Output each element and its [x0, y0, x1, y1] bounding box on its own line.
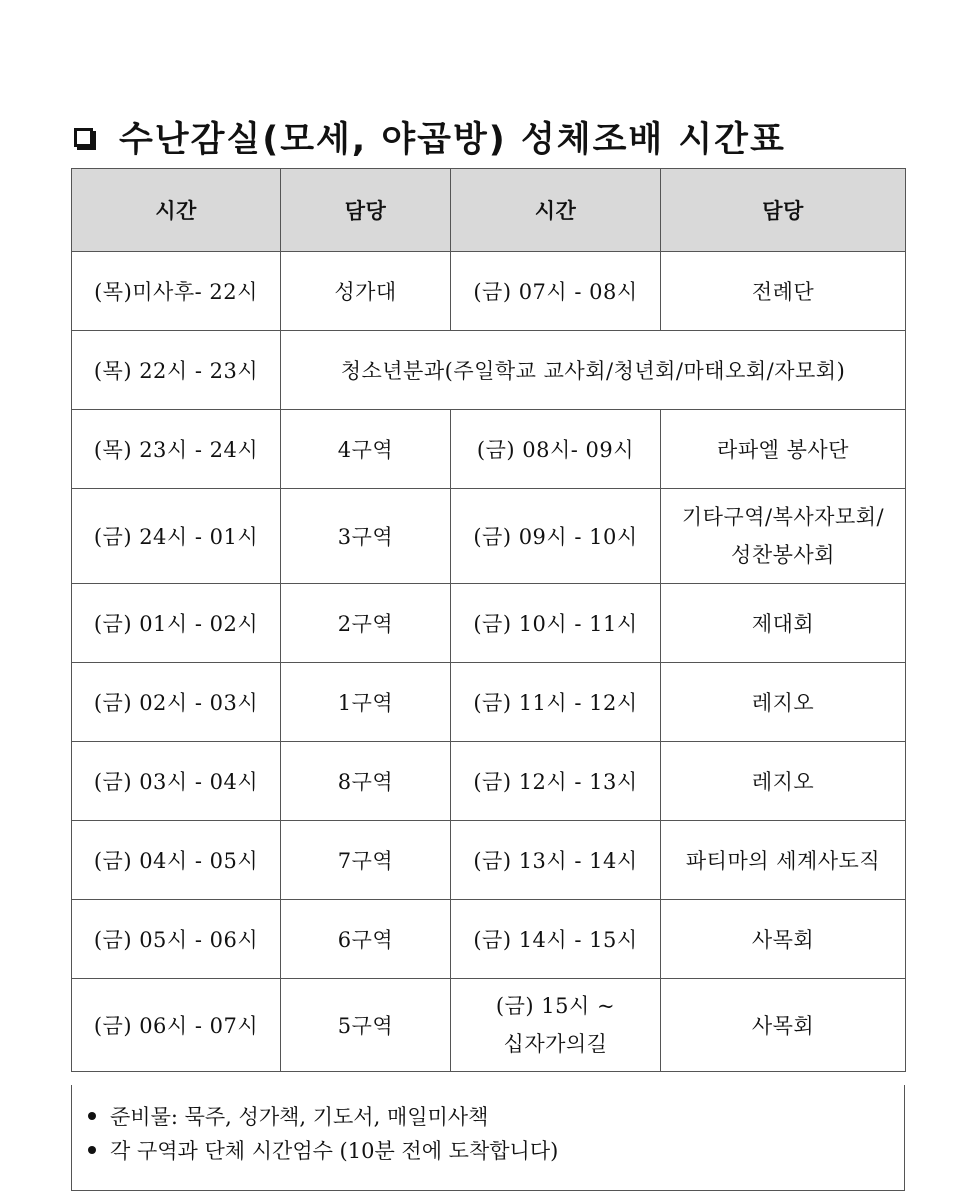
- dept-line: 기타구역/복사자모회/: [681, 505, 885, 529]
- dept-cell: 라파엘 봉사단: [661, 410, 906, 489]
- note-text: 각 구역과 단체 시간엄수 (10분 전에 도착합니다): [110, 1139, 559, 1163]
- dept-cell: 레지오: [661, 663, 906, 742]
- header-row: [72, 169, 906, 252]
- table-row: [72, 742, 906, 821]
- time-cell: (금) 14시 - 15시: [451, 900, 661, 979]
- time-cell: (목) 22시 - 23시: [72, 331, 281, 410]
- bullet-icon: [88, 1112, 96, 1120]
- time-cell: (금) 07시 - 08시: [451, 252, 661, 331]
- note-item: [72, 1133, 904, 1167]
- dept-cell: 파티마의 세계사도직: [661, 821, 906, 900]
- table-row: [72, 979, 906, 1072]
- table-row: [72, 410, 906, 489]
- notes-box: [71, 1085, 905, 1191]
- time-cell: (금) 09시 - 10시: [451, 489, 661, 584]
- time-cell: (목)미사후- 22시: [72, 252, 281, 331]
- header-dept-2: 담당: [661, 169, 906, 252]
- dept-cell: 4구역: [281, 410, 451, 489]
- page-title: [74, 112, 786, 162]
- time-line: (금) 15시 ~: [495, 994, 616, 1018]
- table-row: [72, 489, 906, 584]
- dept-cell: 사목회: [661, 900, 906, 979]
- bullet-icon: [88, 1146, 96, 1154]
- span-dept-cell: 청소년분과(주일학교 교사회/청년회/마태오회/자모회): [281, 331, 906, 410]
- time-cell: [451, 979, 661, 1072]
- time-cell: (금) 03시 - 04시: [72, 742, 281, 821]
- title-text: 수난감실(모세, 야곱방) 성체조배 시간표: [119, 120, 786, 160]
- dept-cell: 5구역: [281, 979, 451, 1072]
- dept-cell: 성가대: [281, 252, 451, 331]
- table-row: [72, 663, 906, 742]
- header-time-1: 시간: [72, 169, 281, 252]
- dept-line: 성찬봉사회: [731, 543, 835, 567]
- header-time-2: 시간: [451, 169, 661, 252]
- table-row: [72, 900, 906, 979]
- schedule-table: [71, 168, 906, 1072]
- time-cell: (금) 13시 - 14시: [451, 821, 661, 900]
- time-cell: (금) 10시 - 11시: [451, 584, 661, 663]
- header-dept-1: 담당: [281, 169, 451, 252]
- time-cell: (금) 24시 - 01시: [72, 489, 281, 584]
- dept-cell: 7구역: [281, 821, 451, 900]
- dept-cell: 2구역: [281, 584, 451, 663]
- time-cell: (금) 11시 - 12시: [451, 663, 661, 742]
- time-cell: (금) 01시 - 02시: [72, 584, 281, 663]
- time-cell: (금) 04시 - 05시: [72, 821, 281, 900]
- table-row: [72, 584, 906, 663]
- table-row: [72, 821, 906, 900]
- note-item: [72, 1099, 904, 1133]
- checkbox-square-icon: [74, 128, 93, 147]
- dept-cell: 3구역: [281, 489, 451, 584]
- note-text: 준비물: 묵주, 성가책, 기도서, 매일미사책: [110, 1105, 489, 1129]
- time-cell: (금) 02시 - 03시: [72, 663, 281, 742]
- time-cell: (금) 05시 - 06시: [72, 900, 281, 979]
- dept-cell: 전례단: [661, 252, 906, 331]
- dept-cell: 1구역: [281, 663, 451, 742]
- dept-cell: 8구역: [281, 742, 451, 821]
- time-cell: (금) 12시 - 13시: [451, 742, 661, 821]
- time-cell: (금) 06시 - 07시: [72, 979, 281, 1072]
- dept-cell: 제대회: [661, 584, 906, 663]
- time-cell: (목) 23시 - 24시: [72, 410, 281, 489]
- time-cell: (금) 08시- 09시: [451, 410, 661, 489]
- time-line: 십자가의길: [503, 1032, 608, 1056]
- dept-cell: [661, 489, 906, 584]
- table-row: [72, 252, 906, 331]
- dept-cell: 레지오: [661, 742, 906, 821]
- dept-cell: 6구역: [281, 900, 451, 979]
- dept-cell: 사목회: [661, 979, 906, 1072]
- table-row: [72, 331, 906, 410]
